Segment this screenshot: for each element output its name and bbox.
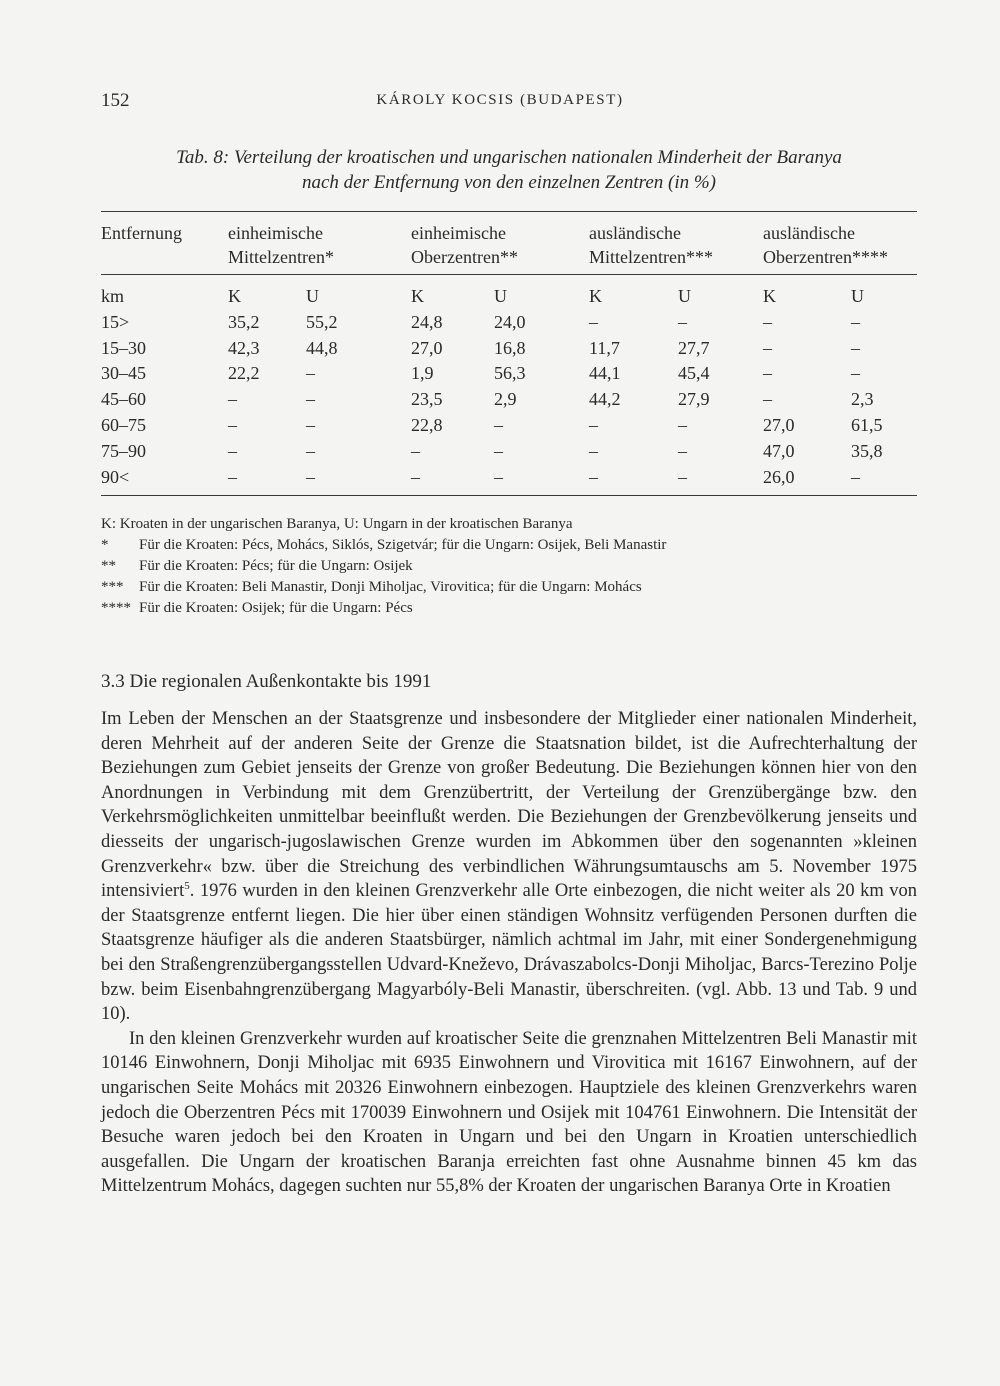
table-cell: 27,0 [411, 337, 443, 358]
table-cell: – [494, 415, 503, 435]
table-cell: 27,9 [678, 389, 710, 410]
table-cell: – [228, 389, 237, 410]
table-cell: – [589, 466, 598, 487]
footnote-4-mark: **** [101, 600, 131, 616]
footnote-4-text: Für die Kroaten: Osijek; für die Ungarn: Pécs [139, 600, 413, 616]
table-unit-cell: K [763, 286, 776, 306]
table-cell: – [494, 440, 503, 461]
table-cell: – [228, 466, 237, 487]
table-cell: 35,8 [851, 440, 883, 461]
header-col2-line1: einheimische [411, 223, 506, 243]
table-cell: – [306, 440, 315, 461]
table-unit-cell: K [589, 286, 602, 306]
footnote-1 [101, 535, 921, 555]
table-cell: 27,7 [678, 337, 710, 358]
caption-line-1: Tab. 8: Verteilung der kroatischen und ungarischen nationalen Minderheit der Baranya [176, 147, 842, 168]
table-unit-cell: U [851, 286, 864, 306]
paragraph-1-part-b: . 1976 wurden in den kleinen Grenzverkehr alle Orte einbezogen, die nicht weiter als 20 km von der Staatsgrenze entfernt liegen. Die hier über einen ständigen Wohnsitz verfügenden Personen durften die Staatsgrenze häufiger als die anderen Staatsbürger, nämlich achtmal im Jahr, mit einer Sondergenehmigung bei den Straßengrenzübergangsstellen Udvard-Kneževo, Drávaszabolcs-Donji Miholjac, Barcs-Terezino Polje bzw. beim Eisenbahngrenzübergang Magyarbóly-Beli Manastir, überschreiten. (vgl. Abb. 13 und Tab. 9 und 10). [101, 881, 917, 1025]
table-cell: – [411, 466, 420, 487]
table-cell: – [763, 337, 772, 358]
table-cell: – [589, 440, 598, 461]
table-cell: 11,7 [589, 337, 620, 358]
footnote-1-mark: * [101, 537, 109, 553]
header-col1-line1: einheimische [228, 223, 323, 243]
table-cell: – [763, 311, 772, 332]
footnote-3-text: Für die Kroaten: Beli Manastir, Donji Miholjac, Virovitica; für die Ungarn: Mohács [139, 579, 642, 595]
row-distance-cell: 75–90 [101, 440, 146, 461]
footnote-legend: K: Kroaten in der ungarischen Baranya, U: Ungarn in der kroatischen Baranya [101, 516, 573, 532]
paragraph-2: In den kleinen Grenzverkehr wurden auf kroatischer Seite die grenznahen Mittelzentren Beli Manastir mit 10146 Einwohnern, Donji Miholjac mit 6935 Einwohnern und Virovitica mit 16167 Einwohnern, auf der ungarischen Seite Mohács mit 20326 Einwohnern einbezogen. Hauptziele des kleinen Grenzverkehrs waren jedoch die Oberzentren Pécs mit 170039 Einwohnern und Osijek mit 104761 Einwohnern. Die Intensität der Besuche waren jedoch bei den Kroaten in Ungarn und bei den Ungarn in Kroatien unterschiedlich ausgefallen. Die Ungarn der kroatischen Baranja erreichten fast ohne Ausnahme binnen 45 km das Mittelzentrum Mohács, dagegen suchten nur 55,8% der Kroaten der ungarischen Baranya Orte in Kroatien [101, 1028, 917, 1197]
footnote-4 [101, 598, 921, 618]
table-cell: 24,8 [411, 311, 443, 332]
table-caption [101, 145, 917, 195]
table-cell: 44,2 [589, 389, 621, 410]
running-head: KÁROLY KOCSIS (BUDAPEST) [376, 92, 624, 108]
footnote-1-text: Für die Kroaten: Pécs, Mohács, Siklós, Szigetvár; für die Ungarn: Osijek, Beli Manastir [139, 537, 667, 553]
table-cell: – [678, 415, 687, 435]
table-cell: 2,9 [494, 389, 517, 410]
table-cell: 61,5 [851, 415, 883, 435]
footnote-3-mark: *** [101, 579, 124, 595]
footnote-2-mark: ** [101, 558, 116, 574]
table-cell: – [306, 363, 315, 384]
table-cell: – [851, 311, 860, 332]
table-cell: 35,2 [228, 311, 260, 332]
body-text [101, 707, 917, 1199]
table-cell: 1,9 [411, 363, 434, 384]
table-cell: 44,8 [306, 337, 338, 358]
paragraph-1 [101, 707, 917, 1027]
footnote-3 [101, 577, 921, 597]
table-cell: – [678, 466, 687, 487]
table-cell: 2,3 [851, 389, 874, 410]
paragraph-1-part-a: Im Leben der Menschen an der Staatsgrenze und insbesondere der Mitglieder einer nationalen Minderheit, deren Mehrheit auf der anderen Seite der Grenze die Staatsnation bildet, ist die Aufrechterhaltung der Beziehungen zum Gebiet jenseits der Grenze von großer Bedeutung. Die Beziehungen können hier von den Anordnungen in Verbindung mit dem Grenzübertritt, der Verteilung der Grenzübergänge bzw. den Verkehrsmöglichkeiten unmittelbar beeinflußt werden. Die Beziehungen der Grenzbevölkerung jenseits und diesseits der ungarisch-jugoslawischen Grenze wurden im Abkommen über den sogenannten »kleinen Grenzverkehr« bzw. über die Streichung des verbindlichen Währungsumtauschs am 5. November 1975 intensiviert [101, 709, 917, 902]
table-cell: 22,2 [228, 363, 260, 384]
table-cell: – [851, 363, 860, 384]
table-cell: – [589, 311, 598, 332]
table-cell: 45,4 [678, 363, 710, 384]
table-rule-top [101, 211, 917, 212]
table-cell: 23,5 [411, 389, 443, 410]
table-unit-cell: K [228, 286, 241, 306]
table-unit-cell: K [411, 286, 424, 306]
header-col4-line1: ausländische [763, 223, 855, 243]
table-cell: 55,2 [306, 311, 338, 332]
table-rule-bottom [101, 495, 917, 496]
table-cell: 16,8 [494, 337, 526, 358]
table-unit-cell: U [494, 286, 507, 306]
table-cell: – [306, 415, 315, 435]
row-distance-cell: 15> [101, 311, 130, 332]
table-cell: 47,0 [763, 440, 795, 461]
table-cell: 27,0 [763, 415, 795, 435]
table-cell: 56,3 [494, 363, 526, 384]
header-col3-line1: ausländische [589, 223, 681, 243]
caption-line-2: nach der Entfernung von den einzelnen Zentren (in %) [301, 172, 717, 193]
table-cell: 44,1 [589, 363, 621, 384]
table-cell: – [228, 415, 237, 435]
table-unit-cell: km [101, 286, 125, 306]
table-cell: 42,3 [228, 337, 260, 358]
table-cell: – [228, 440, 237, 461]
table-cell: – [851, 337, 860, 358]
section-heading: 3.3 Die regionalen Außenkontakte bis 1991 [101, 671, 432, 692]
table-unit-cell: U [678, 286, 691, 306]
table-rule-header [101, 274, 917, 275]
footnote-2-text: Für die Kroaten: Pécs; für die Ungarn: Osijek [139, 558, 413, 574]
row-distance-cell: 15–30 [101, 337, 146, 358]
table-cell: – [494, 466, 503, 487]
table-cell: – [851, 466, 860, 487]
table-cell: – [678, 440, 687, 461]
row-distance-cell: 30–45 [101, 363, 146, 384]
header-col2-line2: Oberzentren** [411, 247, 518, 267]
table-cell: 22,8 [411, 415, 443, 435]
row-distance-cell: 90< [101, 466, 130, 487]
footnote-ref-5: 5 [184, 880, 190, 892]
table-cell: 26,0 [763, 466, 795, 487]
footnote-2 [101, 556, 921, 576]
header-col3-line2: Mittelzentren*** [589, 247, 713, 267]
header-col1-line2: Mittelzentren* [228, 247, 334, 267]
table-cell: – [589, 415, 598, 435]
table-cell: – [763, 363, 772, 384]
table-cell: – [306, 466, 315, 487]
table-cell: – [678, 311, 687, 332]
table-cell: 24,0 [494, 311, 526, 332]
header-col4-line2: Oberzentren**** [763, 247, 888, 267]
table-cell: – [306, 389, 315, 410]
table-unit-cell: U [306, 286, 319, 306]
header-distance: Entfernung [101, 223, 182, 243]
table-cell: – [763, 389, 772, 410]
row-distance-cell: 45–60 [101, 389, 146, 410]
row-distance-cell: 60–75 [101, 415, 146, 435]
table-cell: – [411, 440, 420, 461]
page-number: 152 [101, 90, 130, 111]
